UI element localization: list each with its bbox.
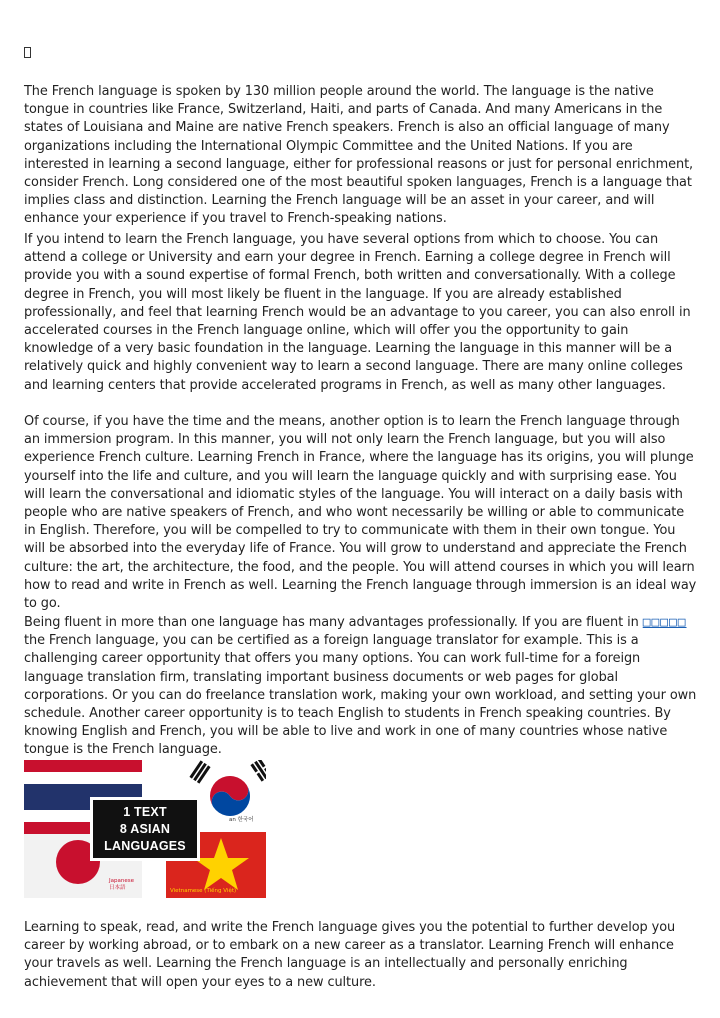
japanese-label-ja: 日本語 [109, 885, 126, 891]
paragraph-career-text-before: Being fluent in more than one language has many advantages professionally. If you are fluent in [24, 615, 643, 630]
japanese-label-en: Japanese [109, 878, 134, 884]
korean-label: an 한국어 [229, 817, 254, 823]
paragraph-immersion: Of course, if you have the time and the means, another option is to learn the French language through an immersion program. In this manner, you will not only learn the French language, but you will also experience French culture. Learning French in France, where the language has its origins, you will plunge yourself into the life and culture, and you will learn the language quickly and with surprising ease. You will learn the conversational and idiomatic styles of the language. You will interact on a daily basis with people who are native speakers of French, and who wont necessarily be willing or able to communicate in English. Therefore, you will be compelled to try to communicate with them in their own tongue. You will be absorbed into the everyday life of France. You will grow to understand and appreciate the French culture: the art, the architecture, the food, and the people. You will attend courses in which you will learn how to read and write in French as well. Learning the French language through immersion is an ideal way to go. [24, 414, 697, 612]
banner-title-line-1: 1 TEXT [123, 804, 167, 819]
paragraph-intro: The French language is spoken by 130 million people around the world. The language is the native tongue in countries like France, Switzerland, Haiti, and parts of Canada. And many Americans in the states of Louisiana and Maine are native French speakers. French is also an official language of many organizations including the International Olympic Committee and the United Nations. If you are interested in learning a second language, either for professional reasons or just for personal enrichment, consider French. Long considered one of the most beautiful spoken languages, French is a language that implies class and distinction. Learning the French language will be an asset in your career, and will enhance your experience if you travel to French-speaking nations. [24, 84, 694, 227]
banner-title-line-2: 8 ASIAN [119, 821, 171, 836]
paragraph-options: If you intend to learn the French language, you have several options from which to choose. You can attend a college or University and earn your degree in French. Earning a college degree in French will provide you with a sound expertise of formal French, both written and conversationally. With a college degree in French, you will most likely be fluent in the language. If you are already established professionally, and feel that learning French would be an advantage to you career, you can also enroll in accelerated courses in the French language online, which will offer you the opportunity to gain knowledge of a very basic foundation in the language. Learning the language in this manner will be a relatively quick and highly convenient way to learn a second language. There are many online colleges and learning centers that provide accelerated programs in French, as well as many other languages. [24, 232, 691, 393]
asian-languages-banner-image [24, 760, 266, 898]
banner-title [90, 797, 200, 861]
banner-title-line-3: LANGUAGES [104, 838, 186, 853]
translation-link[interactable]: □□□□□ [642, 615, 687, 630]
paragraph-career-text-after: the French language, you can be certified as a foreign language translator for example. This is a challenging career opportunity that offers you many options. You can work full-time for a foreign language translation firm, translating important business documents or web pages for global corporations. Or you can do freelance translation work, making your own workload, and setting your own schedule. Another career opportunity is to teach English to students in French speaking countries. By knowing English and French, you will be able to live and work in one of many countries whose native tongue is the French language. [24, 633, 697, 758]
paragraph-conclusion: Learning to speak, read, and write the French language gives you the potential to further develop you career by working abroad, or to embark on a new career as a translator. Learning French will enhance your travels as well. Learning the French language is an intellectually and personally enriching achievement that will open your eyes to a new culture. [24, 920, 676, 990]
missing-glyph-icon [24, 46, 31, 62]
paragraph-career [24, 614, 698, 760]
vietnamese-label: Vietnamese (Tiếng Việt) [170, 888, 237, 894]
japanese-label [109, 878, 134, 892]
